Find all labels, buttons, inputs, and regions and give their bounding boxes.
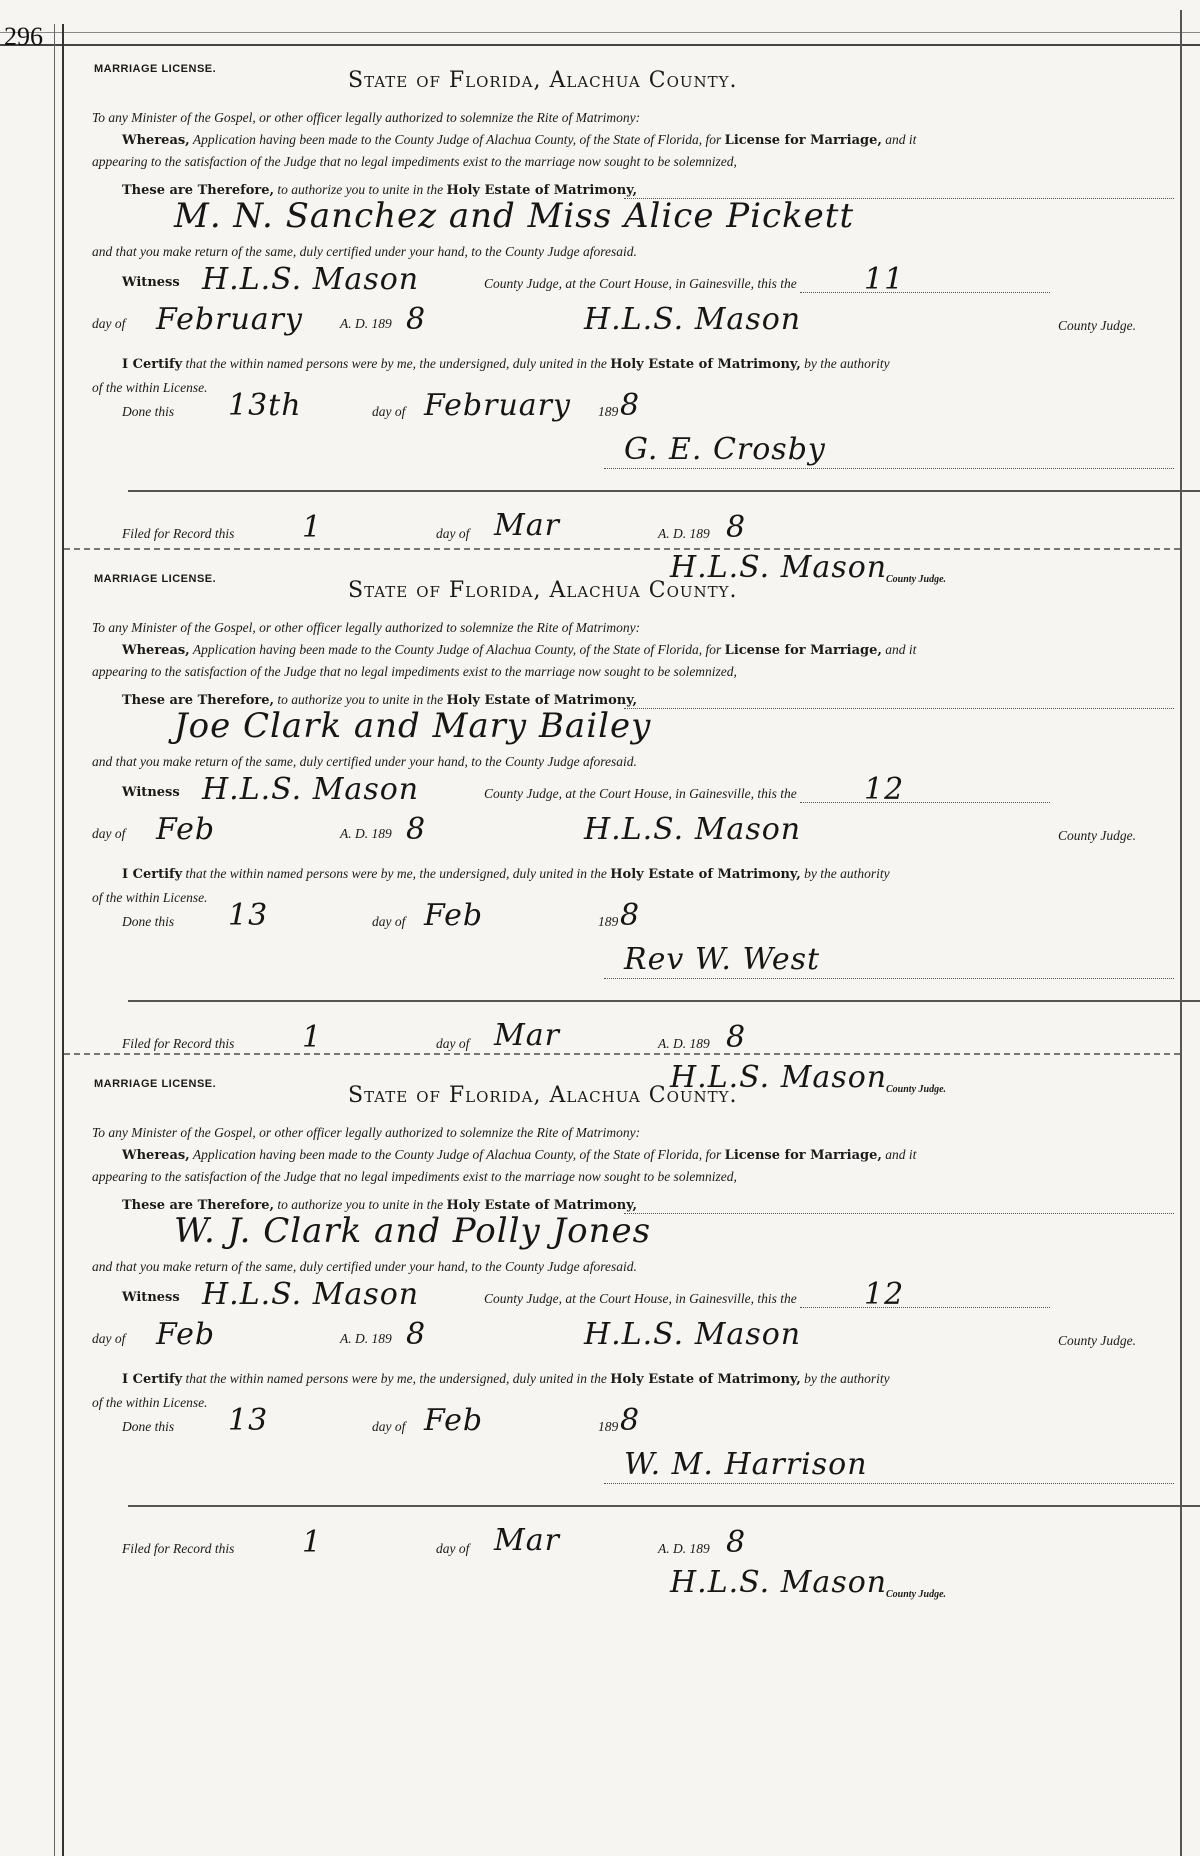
officiant-dotted-line [604,468,1174,469]
certify-text: that the within named persons were by me, the undersigned, duly united in the [185,866,607,881]
issue-month: Feb [156,812,216,847]
filed-month: Mar [494,1018,560,1053]
ad-label: A. D. 189 [340,316,392,331]
appearing-text: appearing to the satisfaction of the Judge that no legal impediments exist to the marriage now sought to be solemnized, [92,154,737,169]
filed-separator-rule [128,1505,1200,1507]
certify-line [122,866,890,882]
filed-label: Filed for Record this [122,1541,235,1556]
issue-day: 11 [864,262,905,297]
whereas-line [122,1147,916,1163]
page-number: 296 [4,22,43,51]
license-for-marriage-words: License for Marriage, [724,643,882,658]
county-judge-small-label: County Judge. [886,574,947,585]
certify-words: I Certify [122,357,183,372]
done-day-of-label: day of [372,914,406,929]
judge-signature: H.L.S. Mason [584,812,802,847]
issue-month: February [156,302,303,337]
witness-signature: H.L.S. Mason [202,1277,420,1312]
appearing-text: appearing to the satisfaction of the Judge that no legal impediments exist to the marriage now sought to be solemnized, [92,664,737,679]
certify-text: that the within named persons were by me, the undersigned, duly united in the [185,356,607,371]
to-any-minister-text: To any Minister of the Gospel, or other officer legally authorized to solemnize the Rite of Matrimony: [92,1125,641,1140]
officiant-signature: Rev W. West [624,942,821,977]
issue-day-dotted-line [800,292,1050,293]
done-day: 13 [228,1403,269,1438]
to-any-minister-text: To any Minister of the Gospel, or other officer legally authorized to solemnize the Rite of Matrimony: [92,620,641,635]
holy-estate-words: Holy Estate of Matrimony, [446,1198,638,1213]
license-heading: State of Florida, Alachua County. [348,578,738,603]
license-heading: State of Florida, Alachua County. [348,1083,738,1108]
within-license-text: of the within License. [92,380,208,395]
day-of-label: day of [92,316,126,331]
issue-day-dotted-line [800,802,1050,803]
judge-signature: H.L.S. Mason [584,302,802,337]
holy-estate-words-2: Holy Estate of Matrimony, [610,357,801,372]
officiant-dotted-line [604,1483,1174,1484]
license-heading: State of Florida, Alachua County. [348,68,738,93]
court-house-text: County Judge, at the Court House, in Gainesville, this the [484,786,797,801]
filed-year-digit: 8 [726,510,747,545]
to-any-minister-text: To any Minister of the Gospel, or other officer legally authorized to solemnize the Rite of Matrimony: [92,110,641,125]
county-judge-small-label: County Judge. [886,1084,947,1095]
section-divider-2 [64,1053,1180,1055]
filed-day-of-label: day of [436,1541,470,1556]
county-judge-small-label: County Judge. [886,1589,947,1600]
witness-signature: H.L.S. Mason [202,262,420,297]
whereas-line [122,642,916,658]
return-text: and that you make return of the same, duly certified under your hand, to the County Judge aforesaid. [92,754,637,769]
filed-label: Filed for Record this [122,1036,235,1051]
marriage-license-label: MARRIAGE LICENSE. [94,573,217,585]
done-year-digit: 8 [620,898,641,933]
filed-month: Mar [494,1523,560,1558]
day-of-label: day of [92,1331,126,1346]
witness-word: Witness [122,1290,180,1305]
left-margin-rule-thin [54,24,55,1856]
certify-words: I Certify [122,1372,183,1387]
names-dotted-line [624,1213,1174,1214]
couple-names: W. J. Clark and Polly Jones [174,1211,652,1251]
whereas-word: Whereas, [122,643,190,658]
and-it-text: and it [885,132,917,147]
filed-day: 1 [302,1525,323,1560]
whereas-text: Application having been made to the County Judge of Alachua County, of the State of Florida, for [192,642,722,657]
day-of-label: day of [92,826,126,841]
filed-separator-rule [128,490,1200,492]
done-month: February [424,388,571,423]
top-rule-thin [0,32,1200,33]
right-margin-rule [1180,10,1182,1856]
witness-label [122,1289,180,1305]
filed-year-digit: 8 [726,1525,747,1560]
done-year-prefix: 189 [598,1419,619,1434]
done-year-prefix: 189 [598,914,619,929]
filed-label: Filed for Record this [122,526,235,541]
whereas-line [122,132,916,148]
filed-day-of-label: day of [436,526,470,541]
whereas-text: Application having been made to the County Judge of Alachua County, of the State of Florida, for [192,1147,722,1162]
issue-year-digit: 8 [406,812,427,847]
issue-year-digit: 8 [406,302,427,337]
witness-word: Witness [122,785,180,800]
done-day-of-label: day of [372,1419,406,1434]
done-day-of-label: day of [372,404,406,419]
whereas-text: Application having been made to the County Judge of Alachua County, of the State of Florida, for [192,132,722,147]
done-day: 13th [228,388,302,423]
filed-ad-label: A. D. 189 [658,526,710,541]
officiant-dotted-line [604,978,1174,979]
these-are-therefore-words: These are Therefore, [122,693,275,708]
holy-estate-words: Holy Estate of Matrimony, [446,183,638,198]
done-month: Feb [424,1403,484,1438]
marriage-license-1 [64,40,1180,585]
marriage-license-label: MARRIAGE LICENSE. [94,1078,217,1090]
license-for-marriage-words: License for Marriage, [724,1148,882,1163]
officiant-signature: W. M. Harrison [624,1447,868,1482]
county-judge-label: County Judge. [1058,318,1136,333]
and-it-text: and it [885,1147,917,1162]
done-day: 13 [228,898,269,933]
done-year-prefix: 189 [598,404,619,419]
witness-label [122,274,180,290]
issue-year-digit: 8 [406,1317,427,1352]
whereas-word: Whereas, [122,1148,190,1163]
these-are-therefore-words: These are Therefore, [122,1198,275,1213]
certify-line [122,1371,890,1387]
done-this-label: Done this [122,404,175,419]
filed-ad-label: A. D. 189 [658,1541,710,1556]
marriage-license-2 [64,550,1180,1095]
holy-estate-words: Holy Estate of Matrimony, [446,693,638,708]
return-text: and that you make return of the same, duly certified under your hand, to the County Judge aforesaid. [92,244,637,259]
authorize-text: to authorize you to unite in the [277,1197,444,1212]
filed-separator-rule [128,1000,1200,1002]
by-authority-text: by the authority [804,356,890,371]
by-authority-text: by the authority [804,1371,890,1386]
certify-words: I Certify [122,867,183,882]
couple-names: M. N. Sanchez and Miss Alice Pickett [174,196,855,236]
witness-word: Witness [122,275,180,290]
filed-judge-signature: H.L.S. Mason [670,1060,888,1095]
marriage-license-3 [64,1055,1180,1600]
by-authority-text: by the authority [804,866,890,881]
filed-judge-signature: H.L.S. Mason [670,550,888,585]
authorize-text: to authorize you to unite in the [277,182,444,197]
judge-signature: H.L.S. Mason [584,1317,802,1352]
marriage-license-label: MARRIAGE LICENSE. [94,63,217,75]
ad-label: A. D. 189 [340,826,392,841]
couple-names: Joe Clark and Mary Bailey [174,706,652,746]
filed-day: 1 [302,1020,323,1055]
ad-label: A. D. 189 [340,1331,392,1346]
certify-text: that the within named persons were by me, the undersigned, duly united in the [185,1371,607,1386]
whereas-word: Whereas, [122,133,190,148]
holy-estate-words-2: Holy Estate of Matrimony, [610,1372,801,1387]
section-divider-1 [64,548,1180,550]
license-for-marriage-words: License for Marriage, [724,133,882,148]
done-month: Feb [424,898,484,933]
court-house-text: County Judge, at the Court House, in Gainesville, this the [484,1291,797,1306]
county-judge-label: County Judge. [1058,1333,1136,1348]
filed-month: Mar [494,508,560,543]
witness-label [122,784,180,800]
these-are-therefore-words: These are Therefore, [122,183,275,198]
done-year-digit: 8 [620,388,641,423]
done-this-label: Done this [122,1419,175,1434]
certify-line [122,356,890,372]
holy-estate-words-2: Holy Estate of Matrimony, [610,867,801,882]
filed-day-of-label: day of [436,1036,470,1051]
appearing-text: appearing to the satisfaction of the Judge that no legal impediments exist to the marriage now sought to be solemnized, [92,1169,737,1184]
authorize-text: to authorize you to unite in the [277,692,444,707]
court-house-text: County Judge, at the Court House, in Gainesville, this the [484,276,797,291]
witness-signature: H.L.S. Mason [202,772,420,807]
within-license-text: of the within License. [92,1395,208,1410]
filed-year-digit: 8 [726,1020,747,1055]
issue-day-dotted-line [800,1307,1050,1308]
officiant-signature: G. E. Crosby [624,432,826,467]
filed-ad-label: A. D. 189 [658,1036,710,1051]
return-text: and that you make return of the same, duly certified under your hand, to the County Judge aforesaid. [92,1259,637,1274]
issue-day: 12 [864,1277,905,1312]
names-dotted-line [624,708,1174,709]
issue-day: 12 [864,772,905,807]
and-it-text: and it [885,642,917,657]
filed-day: 1 [302,510,323,545]
issue-month: Feb [156,1317,216,1352]
filed-judge-signature: H.L.S. Mason [670,1565,888,1600]
county-judge-label: County Judge. [1058,828,1136,843]
done-this-label: Done this [122,914,175,929]
done-year-digit: 8 [620,1403,641,1438]
within-license-text: of the within License. [92,890,208,905]
